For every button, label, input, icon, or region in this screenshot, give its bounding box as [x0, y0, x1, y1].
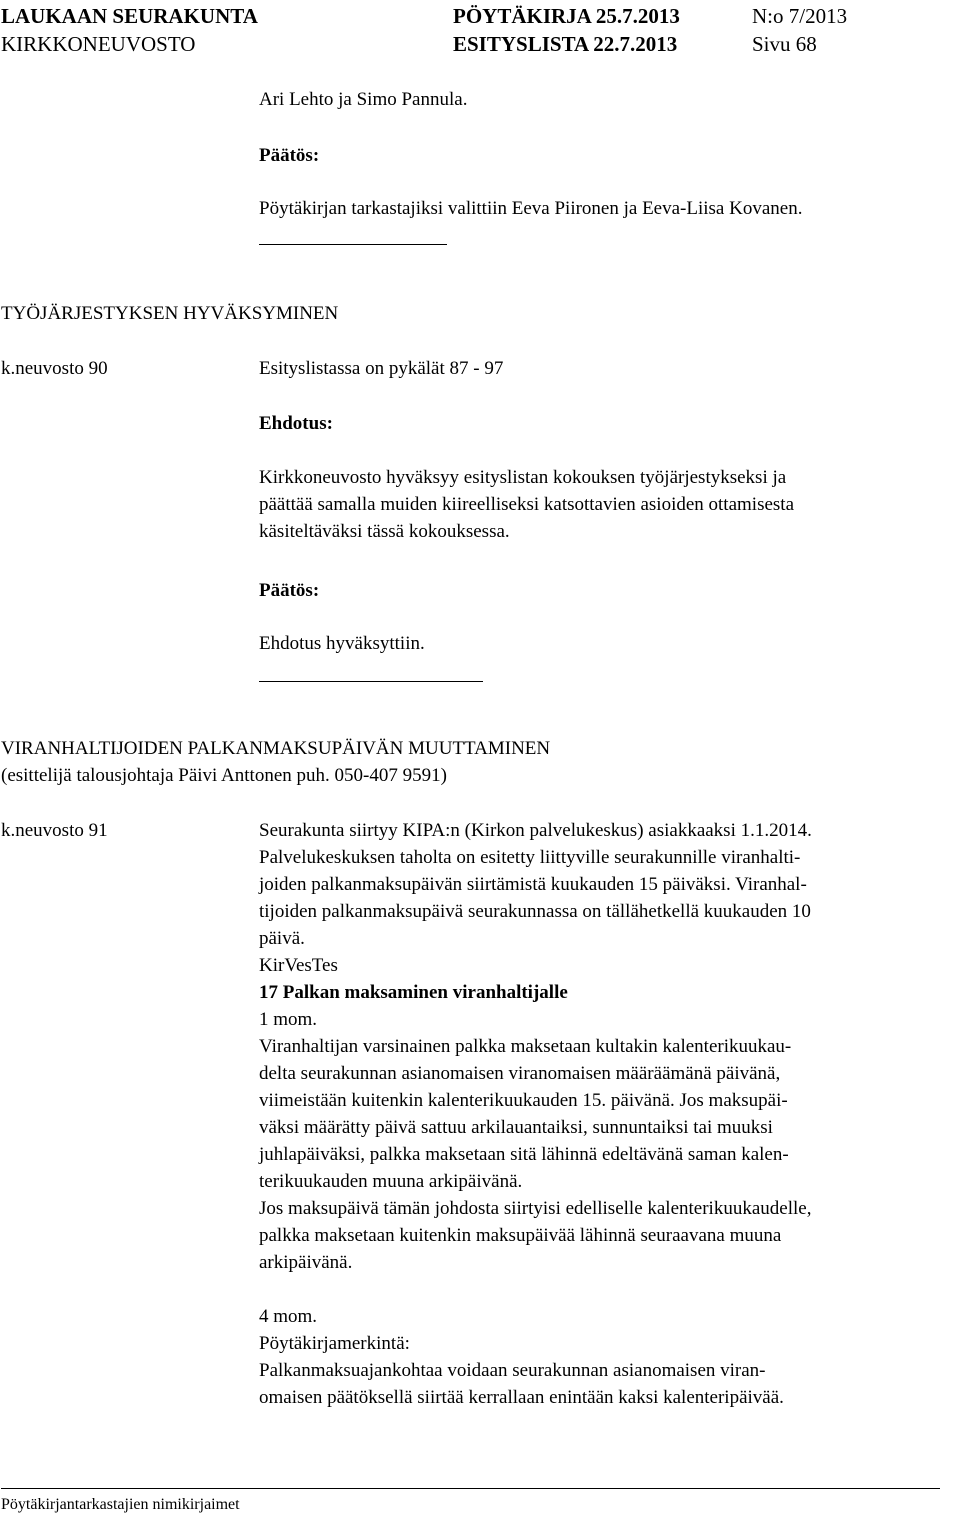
s91-body-line: juhlapäiväksi, palkka maksetaan sitä lähinnä edeltävänä saman kalen-	[259, 1144, 789, 1165]
s91-para-line: tijoiden palkanmaksupäivä seurakunnassa on tällähetkellä kuukauden 10	[259, 901, 811, 922]
s91-mom1: 1 mom.	[259, 1009, 318, 1030]
header-agenda-date: ESITYSLISTA 22.7.2013	[453, 32, 678, 56]
s90-intro: Esityslistassa on pykälät 87 - 97	[259, 358, 504, 379]
s91-note-line: Palkanmaksuajankohtaa voidaan seurakunnan asianomaisen viran-	[259, 1360, 766, 1381]
s91-body-line: viimeistään kuitenkin kalenterikuukauden 15. päivänä. Jos maksupäi-	[259, 1090, 788, 1111]
s90-proposal-line: Kirkkoneuvosto hyväksyy esityslistan kokouksen työjärjestykseksi ja	[259, 467, 787, 488]
s91-body	[259, 817, 812, 1411]
header-number: N:o 7/2013	[752, 4, 848, 28]
s91-body-line: Viranhaltijan varsinainen palkka maksetaan kultakin kalenterikuukau-	[259, 1036, 792, 1057]
s89-decision-label: Päätös:	[259, 145, 320, 166]
s91-title: VIRANHALTIJOIDEN PALKANMAKSUPÄIVÄN MUUTTAMINEN	[1, 738, 551, 759]
s90-proposal-line: päättää samalla muiden kiireelliseksi katsottavien asioiden ottamisesta	[259, 494, 795, 515]
header-page: Sivu 68	[752, 32, 817, 56]
s90-ref: k.neuvosto 90	[1, 358, 108, 379]
s91-note-line: omaisen päätöksellä siirtää kerrallaan enintään kaksi kalenteripäivää.	[259, 1387, 784, 1408]
s91-mom4: 4 mom.	[259, 1306, 318, 1327]
s91-presenter: (esittelijä talousjohtaja Päivi Anttonen puh. 050-407 9591)	[1, 765, 447, 786]
footer-label: Pöytäkirjantarkastajien nimikirjaimet	[1, 1496, 240, 1513]
s91-body-line: väksi määrätty päivä sattuu arkilauantaiksi, sunnuntaiksi tai muuksi	[259, 1117, 773, 1138]
s91-note-label: Pöytäkirjamerkintä:	[259, 1333, 410, 1354]
s90-decision-label: Päätös:	[259, 580, 320, 601]
s91-body-line: delta seurakunnan asianomaisen viranomaisen määräämänä päivänä,	[259, 1063, 781, 1084]
s91-para-line: Seurakunta siirtyy KIPA:n (Kirkon palvelukeskus) asiakkaaksi 1.1.2014.	[259, 820, 812, 841]
header-org: LAUKAAN SEURAKUNTA	[1, 4, 258, 28]
s90-proposal-line: käsiteltäväksi tässä kokouksessa.	[259, 521, 510, 542]
s91-ref: k.neuvosto 91	[1, 820, 108, 841]
s91-para-line: päivä.	[259, 928, 305, 949]
footer-rule	[1, 1488, 940, 1489]
separator-rule	[259, 681, 483, 682]
s91-body-line: palkka maksetaan kuitenkin maksupäivää lähinnä seuraavana muuna	[259, 1225, 782, 1246]
s89-decision-text: Pöytäkirjan tarkastajiksi valittiin Eeva Piironen ja Eeva-Liisa Kovanen.	[259, 198, 803, 219]
s90-decision-text: Ehdotus hyväksyttiin.	[259, 633, 425, 654]
s91-kirvestes: KirVesTes	[259, 955, 338, 976]
header-minutes-date: PÖYTÄKIRJA 25.7.2013	[453, 4, 680, 28]
s90-proposal-label: Ehdotus:	[259, 413, 333, 434]
s89-continuation: Ari Lehto ja Simo Pannula.	[259, 89, 468, 110]
s91-body-line: terikuukauden muuna arkipäivänä.	[259, 1171, 523, 1192]
s91-section-heading: 17 Palkan maksaminen viranhaltijalle	[259, 982, 568, 1003]
s91-para-line: Palvelukeskuksen taholta on esitetty liittyville seurakunnille viranhalti-	[259, 847, 801, 868]
separator-rule	[259, 244, 447, 245]
s91-para-line: joiden palkanmaksupäivän siirtämistä kuukauden 15 päiväksi. Viranhal-	[259, 874, 807, 895]
s90-title: TYÖJÄRJESTYKSEN HYVÄKSYMINEN	[1, 303, 339, 324]
header-body: KIRKKONEUVOSTO	[1, 32, 196, 56]
s91-body-line: arkipäivänä.	[259, 1252, 353, 1273]
blank-line	[259, 1276, 812, 1303]
s90-proposal-text	[259, 464, 794, 545]
s91-body-line: Jos maksupäivä tämän johdosta siirtyisi edelliselle kalenterikuukaudelle,	[259, 1198, 812, 1219]
